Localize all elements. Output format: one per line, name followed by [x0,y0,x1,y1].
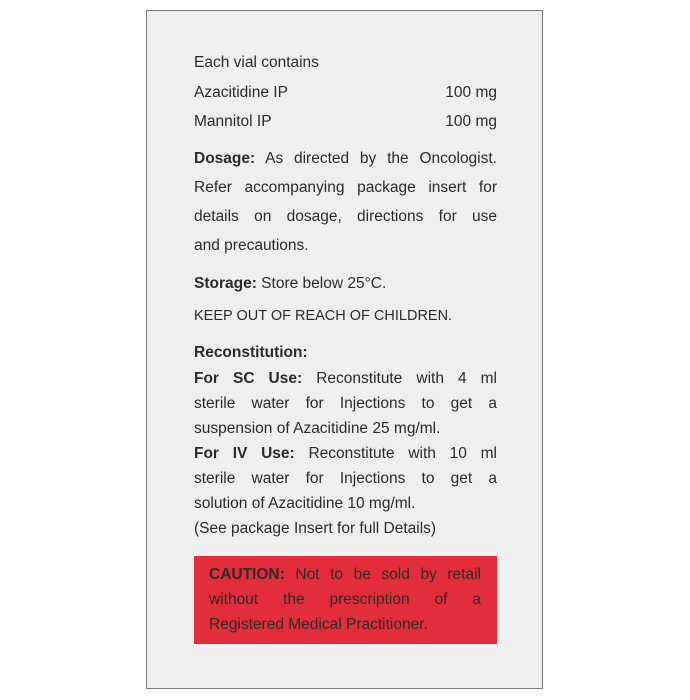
composition-row-mannitol [194,112,497,132]
caution-label: CAUTION: [209,566,285,583]
iv-line-1 [194,444,497,464]
dosage-label: Dosage: [194,150,256,167]
children-warning: KEEP OUT OF REACH OF CHILDREN. [194,308,453,324]
storage-line [194,274,386,294]
ingredient-amount: 100 mg [445,113,497,130]
iv-line-3: solution of Azacitidine 10 mg/ml. [194,495,416,512]
dosage-line-2: Refer accompanying package insert for [194,179,497,196]
details-note: (See package Insert for full Details) [194,520,437,537]
caution-text: Not to be sold by retail [284,566,481,583]
dosage-text: As directed by the Oncologist. [255,150,497,167]
sc-line-1 [194,369,497,389]
iv-label: For IV Use: [194,445,295,462]
sc-line-3: suspension of Azacitidine 25 mg/ml. [194,420,441,437]
dosage-line-4: and precautions. [194,237,309,254]
iv-text: Reconstitute with 10 ml [294,445,497,462]
composition-heading: Each vial contains [194,54,319,71]
dosage-line-3: details on dosage, directions for use [194,208,497,225]
sc-label: For SC Use: [194,370,303,387]
caution-line-3: Registered Medical Practitioner. [209,616,428,633]
ingredient-name: Mannitol IP [194,113,272,130]
sc-line-2: sterile water for Injections to get a [194,395,497,412]
caution-box [194,556,497,644]
label-panel [146,10,543,689]
composition-row-azacitidine [194,83,497,103]
storage-text: Store below 25°C. [256,275,387,292]
sc-text: Reconstitute with 4 ml [302,370,497,387]
ingredient-name: Azacitidine IP [194,84,288,101]
iv-line-2: sterile water for Injections to get a [194,470,497,487]
caution-line-2: without the prescription of a [209,591,481,608]
dosage-line-1 [194,149,497,169]
caution-line-1 [209,565,481,585]
storage-label: Storage: [194,275,257,292]
reconstitution-heading: Reconstitution: [194,344,308,361]
ingredient-amount: 100 mg [445,84,497,101]
